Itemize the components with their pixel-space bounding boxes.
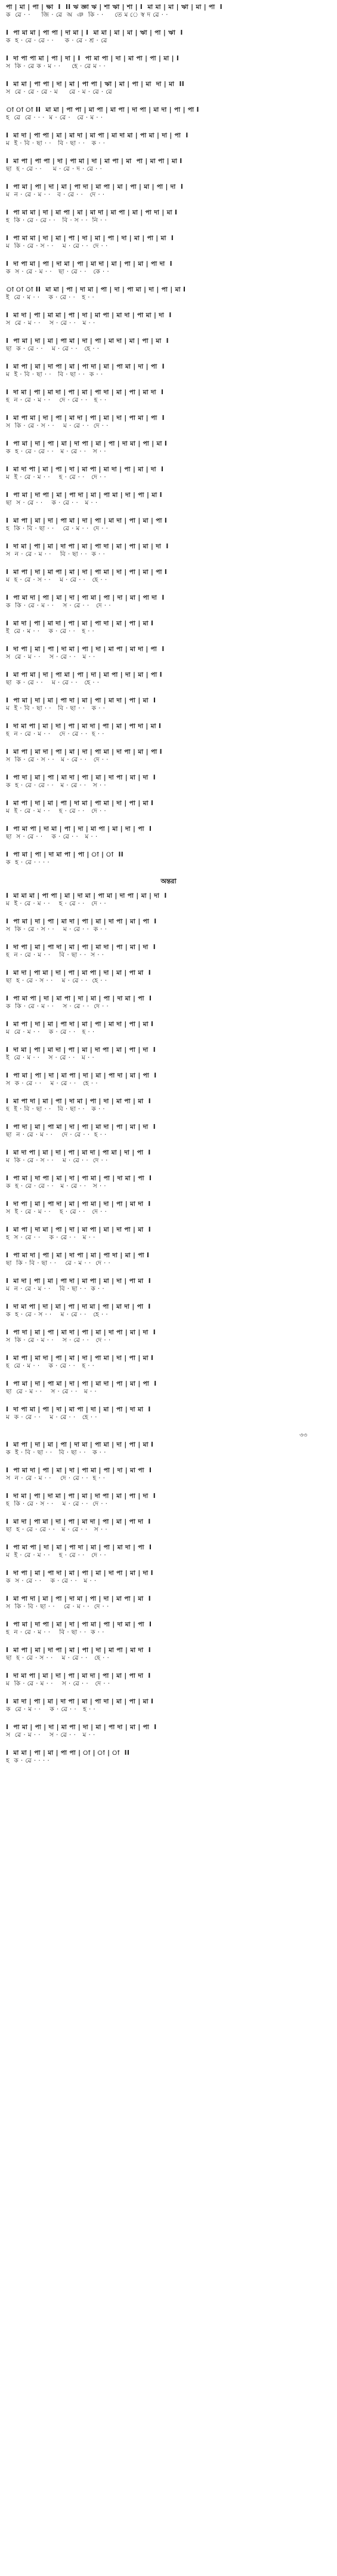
swara-line: I দা মা পা | মা | দা | পা | মা দা | পা | মা | পা দা I (6, 1672, 151, 1680)
swara-line: I পা মা | দা | মা | পা মা | দা | পা | মা দা | মা | পা | মা I (6, 337, 169, 345)
swara-line: I পা মা পা | দা | মা | পা দা | মা | পা | মা দা | পা I (6, 1544, 152, 1551)
lyric-line: ছা ন · ৱে · ম · · দে · ৱে · · হ · · (6, 1131, 107, 1138)
swara-line: I পা মা | দা | পা মা | দা | পা | মা দা | পা | মা | পা I (6, 1380, 157, 1387)
swara-line: I দা পা মা | পা | দা | মা পা | দা | মা | পা | দা মা I (6, 1406, 151, 1413)
lyric-line: হ কি · বি · ছা · · ৱে · ম · · দে · · (6, 525, 109, 532)
swara-line: I মা পা | মা দা | পা | মা | দা | পা মা | দা পা | মা | পা I (6, 748, 162, 756)
lyric-line: ক ৱে · · জি · ৱে অ ঞ কি · · তে ম ে স্ব দ ৱে · · (6, 11, 168, 19)
section-heading-antara: অন্তরা (160, 877, 177, 885)
swara-line: I মা দা | পা | মা দা | পা | মা | পা দা | মা | পা | মা I (6, 620, 154, 627)
lyric-line: ক হ · ৱে · ৱে · · ক · ৱে · শ্ৰ · ৱে (6, 37, 107, 44)
lyric-line: ম ন · ৱে · ম · · ব · ৱে · · দে · · (6, 191, 105, 198)
lyric-line: স কি · ৱে · স · · ম · ৱে · · ক · · (6, 926, 107, 933)
swara-line: I মা পা | মা | দা | পা মা | দা | পা | মা দা | পা | মা | পা I (6, 517, 168, 524)
lyric-line: ক হ · ৱে · ৱে · · ম · ৱে · · স · · (6, 782, 107, 789)
swara-line: া া া II মা মা | পা পা | মা পা | মা পা | দা পা | মা দা | পা | পা I (6, 106, 199, 113)
swara-line: I দা মা পা | মা | দা | পা | মা দা | পা | মা | পা দা | মা I (6, 723, 162, 730)
lyric-line: ম ই · ৱে · ম · · হ · ৱে · · দে · · (6, 900, 107, 907)
swara-line: I পা মা | পা | দা | মা পা | দা | মা | পা দা | মা | পা I (6, 1724, 157, 1731)
lyric-line: ম ই · ৱে · ম · · হ · ৱে · · দে · · (6, 808, 107, 815)
swara-line: I মা দা | পা পা | মা | মা দা | মা পা | মা দা মা | পা মা | দা | পা I (6, 132, 188, 139)
lyric-line: হ কি · ৱে · ৱে · · বি · স · · নি · · (6, 217, 107, 224)
swara-line: া া া II মা মা | পা | দা মা | পা | দা | পা মা | দা | পা | মা I (6, 286, 186, 293)
lyric-line: ম ই · বি · ছা · · বি · ছা · · ক · · (6, 140, 106, 147)
lyric-line: স ন · ৱে · ম · · বি · ছা · · ক · · (6, 551, 106, 558)
lyric-line: হ ন · ৱে · ম · · বি · ছা · · ক · · (6, 1629, 104, 1636)
swara-line: I মা পা | দা | মা | পা দা | মা | পা | মা দা | পা | মা I (6, 1021, 154, 1028)
lyric-line: ক হ · ৱে · ৱে · · ম · ৱে · · স · · (6, 448, 107, 455)
page-number: ৩৩ (299, 1432, 307, 1439)
swara-line: I পা মা | দা | পা | মা দা | পা | মা | দা পা | মা | পা I (6, 918, 157, 925)
lyric-line: হ ন · ৱে · ম · · বি · ছা · · স · · (6, 951, 104, 959)
swara-line: I মা দা | পা | মা | পা দা | মা পা | মা | দা | পা মা I (6, 1278, 152, 1285)
swara-line: I পা মা দা | পা | মা | দা পা | মা | পা দা | মা | পা I (6, 1252, 150, 1259)
swara-line: I দা মা | পা | মা দা | পা | মা | দা পা | মা | পা | দা I (6, 1046, 156, 1054)
swara-line: I মা পা মা | দা | পা মা | পা | দা | মা পা | দা | মা | পা I (6, 671, 162, 678)
lyric-line: ম ন · ৱে · ম · · বি · ছা · · ক · · (6, 1285, 105, 1292)
swara-line: I মা পা | মা | দা পা | মা | পা দা | মা | পা মা | দা | পা I (6, 363, 165, 370)
swara-line: I দা পা মা | পা | দা মা | পা | মা দা | মা | পা | মা | পা দা I (6, 260, 172, 268)
swara-line: I পা মা মা | দা | মা | পা | দা | মা | পা | দা | মা | পা | মা I (6, 235, 174, 242)
swara-line: I পা মা দা | পা | মা | দা | পা মা | পা | দা | মা | পা দা I (6, 594, 165, 601)
swara-line: I পা মা | দা পা | মা | দা | পা মা | পা | দা মা | পা I (6, 1175, 152, 1182)
lyric-line: স ক · ৱে · · ম · ৱে · · হে · · (6, 1080, 98, 1087)
notation-block-sthayi (6, 4, 331, 867)
swara-line: I মা পা দা | মা | পা | দা মা | পা | দা | মা পা | মা I (6, 1595, 152, 1602)
lyric-line: ম কি · ৱে · স · · ম · ৱে · · দে · · (6, 242, 108, 250)
swara-line: I পা দা | মা | পা | মা দা | পা | মা | দা পা | মা | দা I (6, 774, 156, 781)
lyric-line: ছা কি · বি · ছা · · ৱে · ম · · দে · · (6, 1260, 111, 1267)
lyric-line: হ ন · ৱে · ম · · দে · ৱে · · হ · · (6, 730, 104, 738)
swara-line: I মা দা পা | মা | পা | দা | মা পা | মা দা | পা | মা | দা I (6, 466, 164, 473)
swara-line: I পা মা মা | দা | মা পা | মা | মা দা | মা পা | মা | পা দা | মা I (6, 209, 178, 216)
lyric-line: ই ৱে · ম · · স · ৱে · · ম · · (6, 1054, 95, 1061)
lyric-line: হ ৱে ৱে · · · ম · ৱে · ৱে · ম · · (6, 114, 103, 121)
lyric-line: স কি · ৱে · ম · · স · ৱে · · দে · · (6, 1337, 111, 1344)
swara-line: I মা পা | দা | মা | পা | দা মা | পা মা | দা | পা | মা I (6, 1441, 154, 1448)
lyric-line: ছা হ · ৱে · · ম · ৱে · দ · ৱে · · (6, 165, 103, 173)
swara-line: I মা মা | পা | মা | পা পা | া | া | া II (6, 1749, 130, 1757)
swara-line: I পা মা | পা | দা | মা পা | দা | মা | পা দা | মা | পা I (6, 1072, 157, 1079)
swara-line: I মা দা | পা মা | দা | পা | মা দা | পা | মা | পা দা I (6, 1518, 151, 1525)
lyric-line: ম ই · বি · ছা · · বি · ছা · · ক · · (6, 371, 103, 378)
lyric-line: হ ই · বি · ছা · · বি · ছা · · ক · · (6, 1106, 106, 1113)
lyric-line: ক স · ৱে · · ক · ৱে · · ম · · (6, 1577, 97, 1585)
swara-line: I পা মা দা | পা | মা | দা | পা মা | পা | দা | মা পা I (6, 1467, 152, 1474)
lyric-line: হ কি · ৱে · স · · ম · ৱে · · দে · · (6, 1500, 108, 1507)
swara-line: I দা পা | মা | পা | দা মা | পা | দা | মা পা | মা দা | পা I (6, 646, 165, 653)
swara-line: পা | মা | পা | ক্ষা I II ঋ জ্ঞা ঋ | শা ঋা | শা | I মা মা | মা | ঋা | মা | পা I (6, 4, 222, 11)
lyric-line: ছা ৱে · ম · · স · ৱে · · ম · · (6, 1388, 97, 1395)
swara-line: I পা মা | দা | মা | পা দা | মা | পা | মা দা | পা | মা I (6, 697, 156, 704)
lyric-line: হ স · ৱে · · ক · ৱে · · ম · · (6, 1234, 95, 1241)
swara-line: I পা মা পা | দা | মা পা | দা | মা | পা | দা মা | পা I (6, 995, 152, 1002)
swara-line: I দা মা | পা | দা মা | পা | মা | দা পা | মা | পা | দা I (6, 1493, 156, 1500)
lyric-line: স ৱে · ৱে · ৱে · ম ৱে · ম · ৱে · ৱে (6, 88, 113, 96)
lyric-line: ম কি · ৱে · স · · ম · ৱে · · দে · · (6, 1157, 108, 1164)
swara-line: I দা মা | পা | মা দা | পা | মা | পা দা | মা | পা | মা দা I (6, 389, 164, 396)
swara-line: I পা দা | মা | পা মা | দা | পা | মা দা | পা | মা | দা I (6, 1123, 156, 1131)
swara-line: I মা পা | দা মা | পা | দা | মা পা | মা | দা পা | মা I (6, 1226, 152, 1233)
lyric-line: ম হ · ৱে · স · · ম · ৱে · · হে · · (6, 576, 107, 584)
lyric-line: স ই · ৱে · ম · · হ · ৱে · · দে · · (6, 1208, 107, 1215)
swara-line: I দা পা পা মা | পা | দা | I পা মা পা | দা | মা পা | পা | মা | I (6, 55, 180, 62)
lyric-line: ছা ক · ৱে · · ম · ৱে · · হে · · (6, 345, 100, 352)
lyric-line: ক ই · বি · ছা · · বি · ছা · · ক · · (6, 1449, 106, 1456)
lyric-line: ছা স · ৱে · · ক · ৱে · · ম · · (6, 833, 98, 840)
lyric-line: ম ক · ৱে · · ম · ৱে · · হে · · (6, 1414, 97, 1421)
lyric-line: ই ৱে · ম · · ক · ৱে · · হ · · (6, 628, 95, 635)
swara-line: I মা পা | পা পা | দা | পা মা | দা | মা পা | মা পা | মা পা | মা I (6, 158, 183, 165)
swara-line: I দা মা পা | দা | মা | পা | দা মা | পা | মা দা | পা I (6, 1303, 151, 1310)
lyric-line: ছা ক · ৱে · · ম · ৱে · · হে · · (6, 679, 100, 686)
swara-line: I মা দা পা | মা | দা | পা | মা দা | পা মা | দা | পা I (6, 1149, 151, 1156)
lyric-line: ম ই · বি · ছা · · বি · ছা · · ক · · (6, 705, 106, 712)
notation-block-antara (6, 892, 331, 1421)
lyric-line: স ন · ৱে · ম · · দে · ৱে · · হ · · (6, 1475, 106, 1482)
lyric-line: ক হ · ৱে · · · · (6, 859, 50, 866)
swara-line: I পা মা | দা পা | মা | পা দা | মা | পা মা | দা | পা | মা I (6, 492, 162, 499)
swara-line: I দা পা | মা | পা দা | মা | পা | মা দা | পা | মা | দা I (6, 944, 156, 951)
lyric-line: স ৱে · ম · · স · ৱে · · ম · · (6, 653, 95, 661)
lyric-line: ক কি · ৱে · ম · · স · ৱে · · দে · · (6, 1003, 109, 1010)
swara-line: I দা পা | মা | পা দা | মা | পা | মা | দা পা | মা | দা I (6, 1570, 153, 1577)
notation-block-continuation (6, 1441, 331, 1765)
lyric-line: হ ৱে · ম · · ক · ৱে · · হ · · (6, 1362, 95, 1370)
swara-line: I পা দা | মা | পা | মা দা | পা | মা | দা পা | মা | দা I (6, 1329, 156, 1336)
swara-line: I মা পা | দা | মা | পা | দা মা | পা মা | দা | পা | মা I (6, 800, 154, 807)
lyric-line: স কি · বি · ছা · · ৱে · ম · · দে · · (6, 1603, 109, 1610)
lyric-line: ম কি · ৱে · ম · · স · ৱে · · দে · · (6, 1680, 110, 1687)
lyric-line: ছা হ · ৱে · স · · ম · ৱে · · হে · · (6, 977, 107, 984)
lyric-line: ক হ · ৱে · ৱে · · ম · ৱে · · স · · (6, 1183, 107, 1190)
swara-line: I দা মা | পা | মা | দা পা | মা | পা দা | মা | পা | মা | দা I (6, 543, 169, 550)
lyric-line: স ৱে · ম · · স · ৱে · · ম · · (6, 1731, 95, 1739)
swara-line: I মা পা মা | দা | পা | মা দা | পা | মা | দা | পা মা | পা I (6, 415, 165, 422)
swara-line: I পা মা | দা | পা | মা | দা পা | মা | পা | দা মা | পা | মা I (6, 440, 168, 447)
lyric-line: ক হ · ৱে · স · · ম · ৱে · · হে · · (6, 1311, 109, 1318)
swara-line: I মা মা মা | পা পা | মা | দা মা | পা মা | দা পা | মা | দা I (6, 892, 167, 899)
lyric-line: স কি · ৱে ক · ম · · হে · ৱে ম · · (6, 63, 106, 70)
lyric-line: ছা স · ৱে · · ক · ৱে · · ম · · (6, 499, 98, 506)
swara-line: I মা দা | পা | মা মা | পা | দা | মা পা | মা দা | পা মা | দা I (6, 312, 172, 319)
lyric-line: ম ই · ৱে · ম · · হ · ৱে · · দে · · (6, 1552, 107, 1559)
swara-line: I পা মা | পা | দা | মা | পা দা | মা পা | মা | পা | মা | পা | দা I (6, 183, 184, 191)
lyric-line: হ ক · ৱে · · · · (6, 1757, 50, 1764)
swara-line: I মা দা | পা | মা | দা পা | মা | পা দা | মা | পা | মা I (6, 1698, 154, 1705)
lyric-line: হ ন · ৱে · ম · · দে · ৱে · · হ · · (6, 397, 107, 404)
lyric-line: ছা হ · ৱে · ৱে · · ম · ৱে · · স · · (6, 1526, 108, 1533)
lyric-line: ক স · ৱে · ম · · ছা · ৱে · · কে · · (6, 268, 110, 275)
lyric-line: ক কি · ৱে · ম · · স · ৱে · · দে · · (6, 602, 111, 609)
lyric-line: ম ৱে · ম · · ক · ৱে · · হ · · (6, 1028, 95, 1036)
swara-line: I দা পা | মা | পা দা | মা | পা মা | দা | পা | মা দা I (6, 1201, 151, 1208)
lyric-line: ই ৱে · ম · · ক · ৱে · · হ · · (6, 294, 95, 301)
lyric-line: স ৱে · ম · · স · ৱে · · ম · · (6, 320, 95, 327)
swara-line: I পা মা | দা পা | মা | দা | পা মা | পা | দা মা | পা I (6, 1621, 152, 1628)
swara-line: I মা পা | মা | দা পা | মা | পা | দা | মা পা | মা দা I (6, 1647, 152, 1654)
swara-line: I পা মা মা | পা পা | দা মা | I মা মা | মা | মা | ঋা | পা | ঋা I (6, 29, 183, 36)
lyric-line: ম ই · ৱে · ম · · হ · ৱে · · দে · · (6, 474, 107, 481)
swara-line: I পা মা পা | দা মা | পা | দা | মা পা | মা | দা | পা I (6, 825, 152, 833)
swara-line: I মা দা | পা মা | দা | পা | মা পা | দা | মা | পা মা I (6, 969, 152, 977)
lyric-line: ছা হ · ৱে · স · · ম · ৱে · · হে · · (6, 1654, 110, 1662)
swara-line: I পা মা | পা | দা মা পা | পা | া | া II (6, 851, 124, 858)
lyric-line: ক ৱে · ম · · ক · ৱে · · হ · · (6, 1706, 96, 1713)
swara-line: I মা পা | মা দা | পা | মা | দা | পা মা | দা | পা | মা I (6, 1355, 154, 1362)
swara-line: I মা পা দা | মা | পা | দা মা | পা | দা | মা পা | মা I (6, 1098, 152, 1105)
lyric-line: স কি · ৱে · স · · ম · ৱে · · দে · · (6, 756, 109, 763)
lyric-line: স কি · ৱে · স · · ম · ৱে · · দে · · (6, 422, 109, 429)
swara-line: I মা মা | পা পা | দা | মা | পা পা | ঋা | মা | পা | মা দা | মা II (6, 81, 185, 88)
swara-line: I মা পা | দা | মা পা | মা | দা | পা মা | দা | পা | মা | পা I (6, 569, 168, 576)
